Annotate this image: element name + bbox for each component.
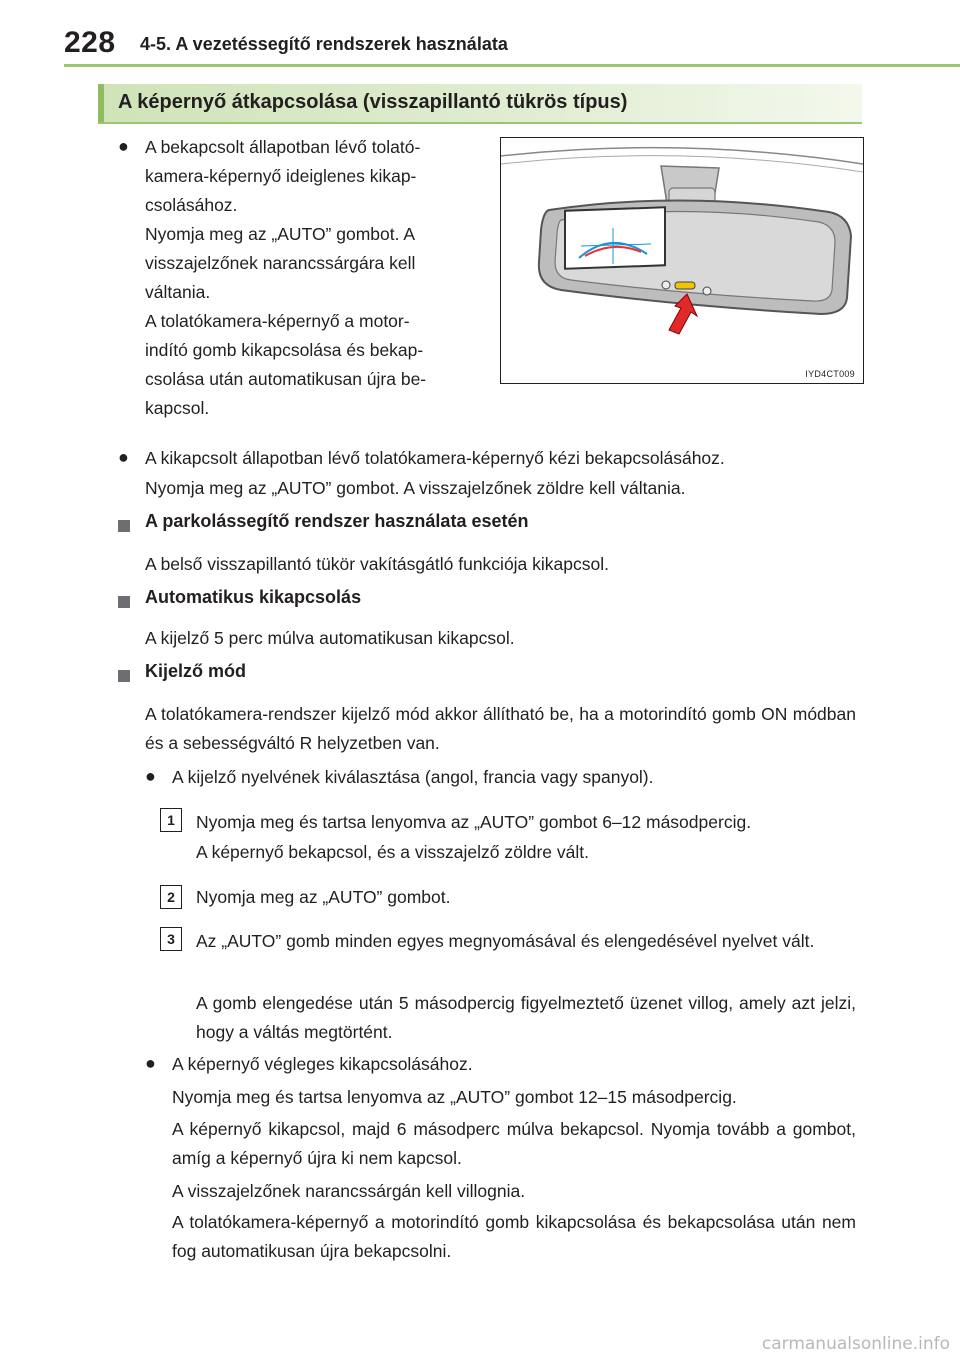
mirror-figure: [500, 137, 864, 384]
page-number: 228: [64, 26, 116, 59]
step-number: 2: [160, 885, 182, 909]
section-heading: Kijelző mód: [145, 661, 247, 681]
section-accent: [98, 84, 104, 122]
bullet1-text: [145, 133, 478, 423]
bullet1-line: A tolatókamera-képernyő a motor-: [145, 311, 410, 331]
figure-code: IYD4CT009: [805, 369, 855, 379]
rearview-mirror-illustration: [501, 138, 863, 383]
bullet2-line: A kikapcsolt állapotban lévő tolatókamera-képernyő kézi bekapcsolásához.: [145, 448, 725, 468]
bullet2-line: Nyomja meg az „AUTO” gombot. A visszajelzőnek zöldre kell váltania.: [145, 478, 686, 498]
step-line: A képernyő bekapcsol, és a visszajelző zöldre vált.: [196, 842, 589, 862]
bullet-icon: ●: [118, 136, 129, 156]
bullet1-line: Nyomja meg az „AUTO” gombot. A: [145, 224, 416, 244]
header-rule: [64, 64, 960, 67]
final-bullet-paragraph: A képernyő kikapcsol, majd 6 másodperc múlva bekapcsol. Nyomja tovább a gombot, amíg a képernyő újra ki nem kapcsol.: [172, 1119, 856, 1168]
section-text: A kijelző 5 perc múlva automatikusan kikapcsol.: [145, 628, 515, 648]
page-header: [64, 26, 944, 66]
language-bullet: A kijelző nyelvének kiválasztása (angol, francia vagy spanyol).: [172, 767, 654, 787]
bullet1-line: kamera-képernyő ideiglenes kikap-: [145, 166, 417, 186]
step-line: Nyomja meg az „AUTO” gombot.: [196, 887, 451, 907]
section-title: A képernyő átkapcsolása (visszapillantó tükrös típus): [118, 91, 628, 113]
section-text: A belső visszapillantó tükör vakításgátló funkciója kikapcsol.: [145, 554, 609, 574]
step-number: 1: [160, 808, 182, 832]
step-line: Nyomja meg és tartsa lenyomva az „AUTO” gombot 6–12 másodpercig.: [196, 812, 752, 832]
step-paragraph: A gomb elengedése után 5 másodpercig figyelmeztető üzenet villog, amely azt jelzi, hogy a váltás megtörtént.: [196, 993, 856, 1042]
bullet1-line: A bekapcsolt állapotban lévő tolató-: [145, 137, 421, 157]
bullet1-line: csolása után automatikusan újra be-: [145, 369, 427, 389]
bullet1-line: visszajelzőnek narancssárgára kell: [145, 253, 416, 273]
section-marker: [118, 520, 130, 532]
step-number: 3: [160, 927, 182, 951]
section-title-bar: [98, 84, 862, 124]
final-bullet-line: Nyomja meg és tartsa lenyomva az „AUTO” gombot 12–15 másodpercig.: [172, 1087, 737, 1107]
bullet1-line: csolásához.: [145, 195, 238, 215]
section-heading: A parkolássegítő rendszer használata esetén: [145, 511, 529, 531]
section-marker: [118, 670, 130, 682]
section-heading: Automatikus kikapcsolás: [145, 587, 362, 607]
final-bullet-line: A visszajelzőnek narancssárgán kell villognia.: [172, 1181, 526, 1201]
bullet1-line: indító gomb kikapcsolása és bekap-: [145, 340, 424, 360]
chapter-title: 4-5. A vezetéssegítő rendszerek használata: [140, 34, 508, 54]
watermark: carmanualsonline.info: [761, 1334, 950, 1354]
section-intro: A tolatókamera-rendszer kijelző mód akkor állítható be, ha a motorindító gomb ON módban és a sebességváltó R helyzetben van.: [145, 704, 856, 753]
section-marker: [118, 596, 130, 608]
bullet-icon: ●: [145, 1053, 156, 1073]
bullet1-line: váltania.: [145, 282, 211, 302]
bullet-icon: ●: [145, 766, 156, 786]
final-bullet-line: A képernyő végleges kikapcsolásához.: [172, 1054, 473, 1074]
bullet-icon: ●: [118, 447, 129, 467]
step-paragraph: Az „AUTO” gomb minden egyes megnyomásával és elengedésével nyelvet vált.: [196, 931, 815, 951]
final-bullet-paragraph: A tolatókamera-képernyő a motorindító gomb kikapcsolása és bekapcsolása után nem fog automatikusan újra bekapcsolni.: [172, 1212, 856, 1261]
bullet1-line: kapcsol.: [145, 398, 210, 418]
